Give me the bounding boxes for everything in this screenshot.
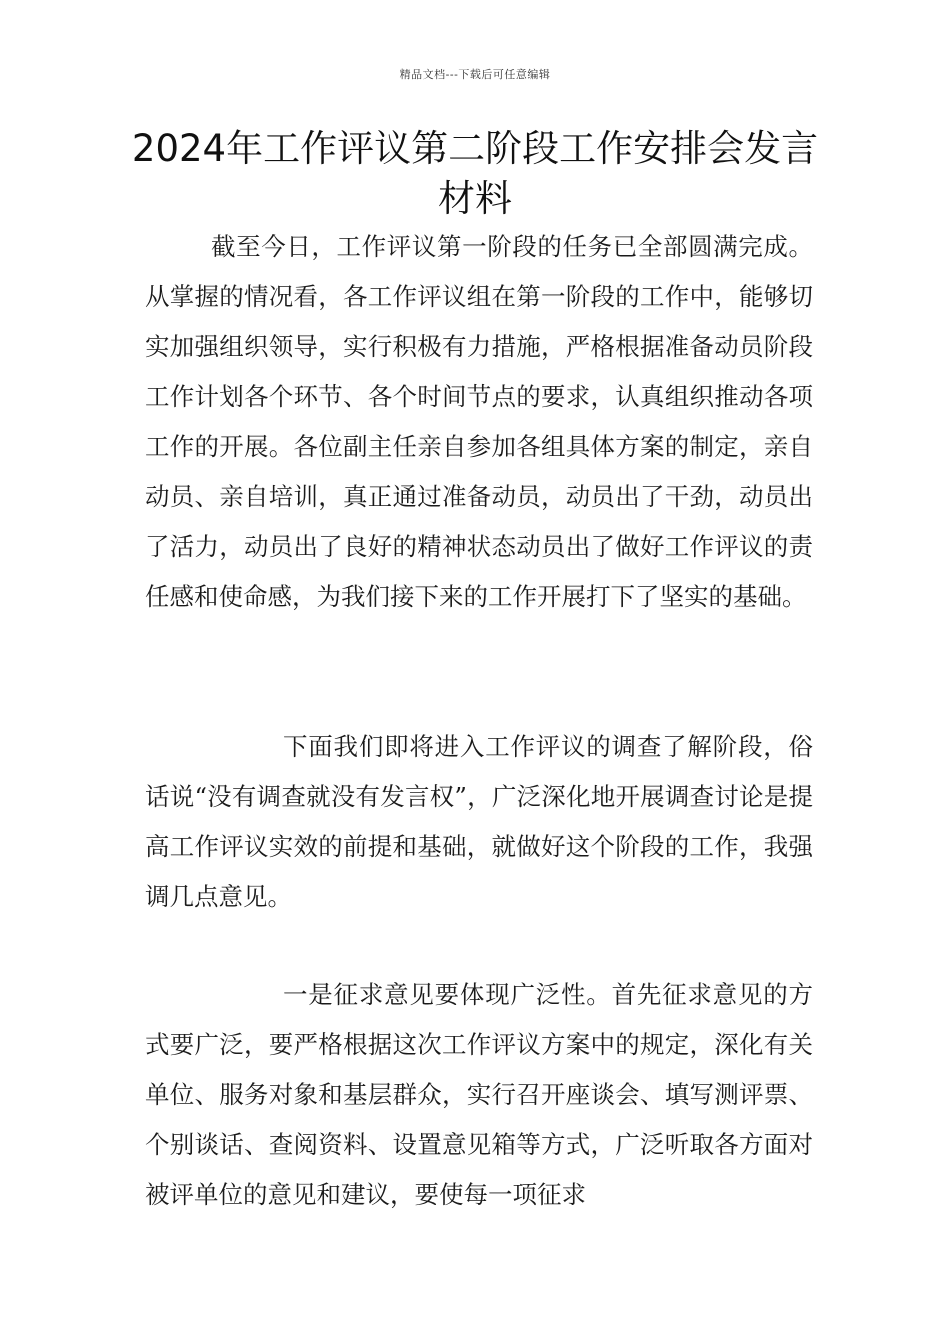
paragraph-1: 截至今日，工作评议第一阶段的任务已全部圆满完成。从掌握的情况看，各工作评议组在第一阶段的工作中，能够切实加强组织领导，实行积极有力措施，严格根据准备动员阶段工作计划各个环节、各个时间节点的要求，认真组织推动各项工作的开展。各位副主任亲自参加各组具体方案的制定，亲自动员、亲自培训，真正通过准备动员，动员出了干劲，动员出了活力，动员出了良好的精神状态动员出了做好工作评议的责任感和使命感，为我们接下来的工作开展打下了坚实的基础。 (145, 232, 813, 611)
paragraph-2: 下面我们即将进入工作评议的调查了解阶段，俗话说“没有调查就没有发言权”，广泛深化地开展调查讨论是提高工作评议实效的前提和基础，就做好这个阶段的工作，我强调几点意见。 (145, 732, 813, 911)
paragraph-3: 一是征求意见要体现广泛性。首先征求意见的方式要广泛，要严格根据这次工作评议方案中的规定，深化有关单位、服务对象和基层群众，实行召开座谈会、填写测评票、个别谈话、查阅资料、设置意见箱等方式，广泛听取各方面对被评单位的意见和建议，要使每一项征求 (145, 980, 813, 1209)
header-note: 精品文档---下载后可任意编辑 (399, 68, 551, 81)
document-title: 2024年工作评议第二阶段工作安排会发言材料 (131, 127, 819, 220)
